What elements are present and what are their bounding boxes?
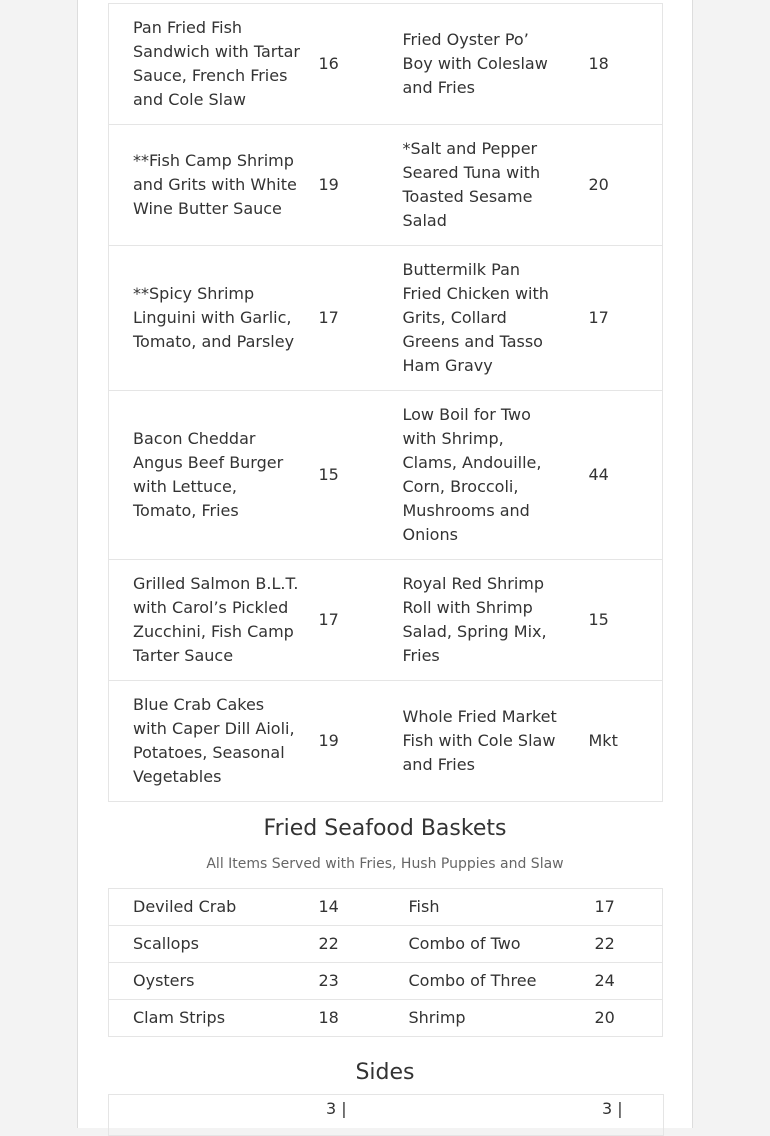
menu-item-price: 18 <box>572 4 663 125</box>
table-row <box>109 889 663 926</box>
table-row <box>109 926 663 963</box>
menu-item-price: 17 <box>302 246 379 391</box>
menu-item-name: Royal Red Shrimp Roll with Shrimp Salad, Spring Mix, Fries <box>379 560 572 681</box>
menu-item-price: 17 <box>572 246 663 391</box>
basket-item-price: 20 <box>578 1000 663 1037</box>
basket-item-name: Shrimp <box>385 1000 578 1037</box>
menu-item-price: 19 <box>302 125 379 246</box>
menu-item-name: Bacon Cheddar Angus Beef Burger with Lettuce, Tomato, Fries <box>109 391 302 560</box>
basket-item-name: Scallops <box>109 926 302 963</box>
menu-item-name: Whole Fried Market Fish with Cole Slaw and Fries <box>379 681 572 802</box>
basket-item-price: 24 <box>578 963 663 1000</box>
basket-item-price: 14 <box>302 889 385 926</box>
menu-item-price: 17 <box>302 560 379 681</box>
side-item-price: 3 | <box>602 1099 623 1118</box>
basket-item-price: 23 <box>302 963 385 1000</box>
table-row <box>109 4 663 125</box>
menu-item-price: 16 <box>302 4 379 125</box>
basket-item-name: Deviled Crab <box>109 889 302 926</box>
basket-item-name: Combo of Two <box>385 926 578 963</box>
menu-item-price: 44 <box>572 391 663 560</box>
menu-item-name: Fried Oyster Po’ Boy with Coleslaw and Fries <box>379 4 572 125</box>
baskets-table <box>108 888 663 1037</box>
menu-item-name: Buttermilk Pan Fried Chicken with Grits, Collard Greens and Tasso Ham Gravy <box>379 246 572 391</box>
table-row <box>109 1000 663 1037</box>
table-row <box>109 681 663 802</box>
menu-item-price: 15 <box>302 391 379 560</box>
menu-item-price: 15 <box>572 560 663 681</box>
menu-item-name: Low Boil for Two with Shrimp, Clams, Andouille, Corn, Broccoli, Mushrooms and Onions <box>379 391 572 560</box>
basket-item-price: 22 <box>578 926 663 963</box>
menu-item-name: *Salt and Pepper Seared Tuna with Toasted Sesame Salad <box>379 125 572 246</box>
table-row <box>109 125 663 246</box>
menu-item-name: **Fish Camp Shrimp and Grits with White Wine Butter Sauce <box>109 125 302 246</box>
menu-item-price: 19 <box>302 681 379 802</box>
basket-item-name: Oysters <box>109 963 302 1000</box>
table-row <box>109 246 663 391</box>
basket-item-name: Fish <box>385 889 578 926</box>
basket-item-price: 22 <box>302 926 385 963</box>
baskets-note: All Items Served with Fries, Hush Puppies and Slaw <box>206 856 564 872</box>
menu-item-price: Mkt <box>572 681 663 802</box>
menu-item-name: **Spicy Shrimp Linguini with Garlic, Tomato, and Parsley <box>109 246 302 391</box>
menu-item-name: Pan Fried Fish Sandwich with Tartar Sauce, French Fries and Cole Slaw <box>109 4 302 125</box>
basket-item-name: Clam Strips <box>109 1000 302 1037</box>
menu-item-name: Grilled Salmon B.L.T. with Carol’s Pickled Zucchini, Fish Camp Tarter Sauce <box>109 560 302 681</box>
sides-title: Sides <box>355 1060 415 1085</box>
table-row <box>109 560 663 681</box>
entrees-table <box>108 3 663 802</box>
basket-item-price: 17 <box>578 889 663 926</box>
sides-table <box>108 1094 664 1136</box>
basket-item-price: 18 <box>302 1000 385 1037</box>
menu-item-name: Blue Crab Cakes with Caper Dill Aioli, Potatoes, Seasonal Vegetables <box>109 681 302 802</box>
basket-item-name: Combo of Three <box>385 963 578 1000</box>
side-item-price: 3 | <box>326 1099 347 1118</box>
menu-item-price: 20 <box>572 125 663 246</box>
menu-page <box>77 0 693 1128</box>
baskets-title: Fried Seafood Baskets <box>263 816 507 841</box>
table-row <box>109 963 663 1000</box>
table-row <box>109 391 663 560</box>
